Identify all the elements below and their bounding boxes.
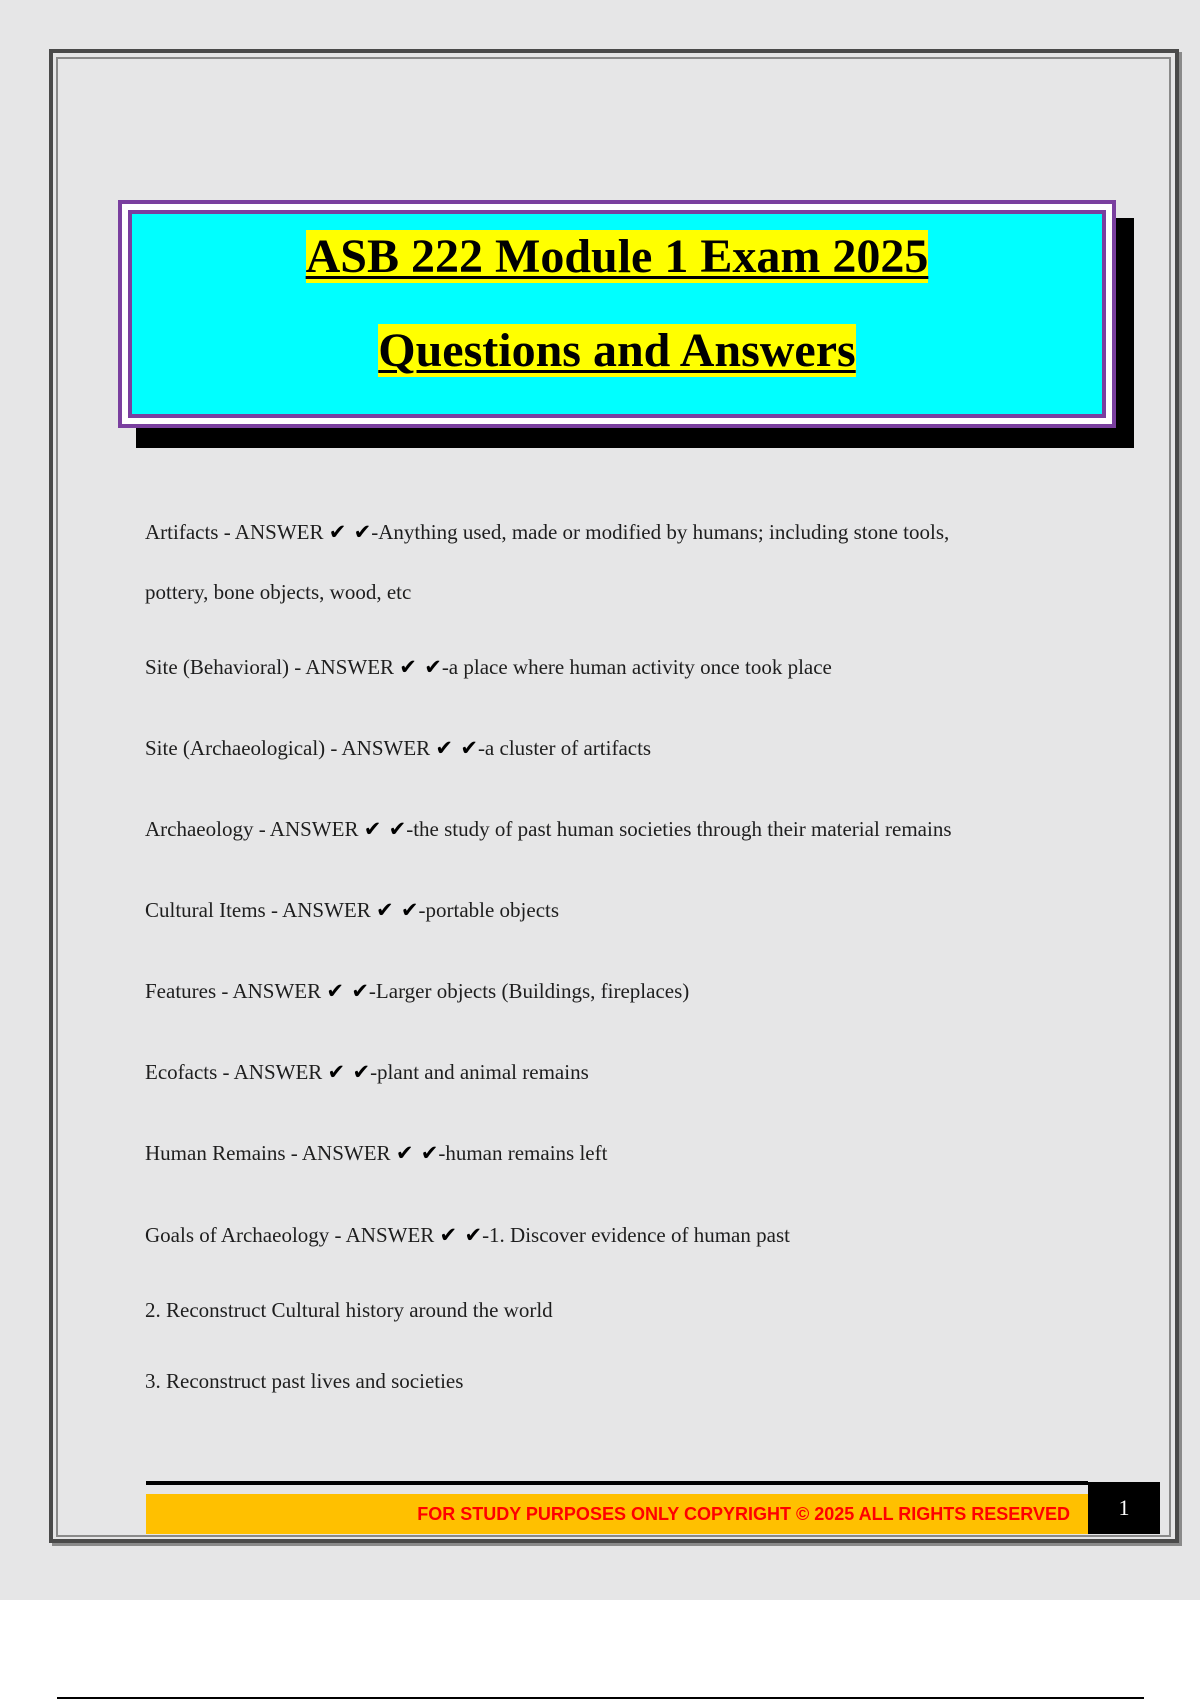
double-check-icon: ✔ ✔ xyxy=(395,1141,439,1165)
qa-definition: -a cluster of artifacts xyxy=(477,736,652,760)
double-check-icon: ✔ ✔ xyxy=(375,898,419,922)
title-line-1 xyxy=(132,228,1102,286)
double-check-icon: ✔ ✔ xyxy=(328,520,372,544)
qa-entry-artifacts xyxy=(145,520,949,545)
qa-entry-goals xyxy=(145,1223,790,1248)
double-check-icon: ✔ ✔ xyxy=(363,817,407,841)
page-number-box xyxy=(1088,1482,1160,1534)
qa-entry-site-behavioral xyxy=(145,655,832,680)
qa-definition: -plant and animal remains xyxy=(370,1060,589,1084)
qa-continuation-text: 3. Reconstruct past lives and societies xyxy=(145,1369,464,1393)
double-check-icon: ✔ ✔ xyxy=(435,736,478,760)
qa-continuation-text: pottery, bone objects, wood, etc xyxy=(145,580,412,604)
footer-rule xyxy=(146,1481,1088,1485)
qa-term: Features - ANSWER xyxy=(145,979,322,1003)
double-check-icon: ✔ ✔ xyxy=(326,979,369,1003)
qa-term: Site (Archaeological) - ANSWER xyxy=(145,736,431,760)
double-check-icon: ✔ ✔ xyxy=(327,1060,371,1084)
next-page-rule xyxy=(57,1697,1144,1699)
qa-definition: -Anything used, made or modified by humans; including stone tools, xyxy=(371,520,950,544)
double-check-icon: ✔ ✔ xyxy=(399,655,442,679)
qa-term: Ecofacts - ANSWER xyxy=(145,1060,323,1084)
qa-entry-site-archaeological xyxy=(145,736,651,761)
qa-definition: -human remains left xyxy=(438,1141,608,1165)
qa-term: Cultural Items - ANSWER xyxy=(145,898,371,922)
qa-term: Archaeology - ANSWER xyxy=(145,817,359,841)
qa-entry-ecofacts xyxy=(145,1060,589,1085)
qa-definition: -portable objects xyxy=(418,898,560,922)
footer-copyright: FOR STUDY PURPOSES ONLY COPYRIGHT © 2025 ALL RIGHTS RESERVED xyxy=(417,1504,1070,1524)
qa-definition: -1. Discover evidence of human past xyxy=(482,1223,790,1247)
qa-continuation xyxy=(145,580,411,605)
qa-definition: -Larger objects (Buildings, fireplaces) xyxy=(368,979,690,1003)
qa-term: Artifacts - ANSWER xyxy=(145,520,324,544)
title-box xyxy=(118,200,1116,428)
qa-entry-cultural-items xyxy=(145,898,559,923)
title-box-inner xyxy=(128,210,1106,418)
title-line-2 xyxy=(132,322,1102,380)
title-line-2-text: Questions and Answers xyxy=(378,324,856,377)
qa-continuation-text: 2. Reconstruct Cultural history around the world xyxy=(145,1298,553,1322)
qa-definition: -a place where human activity once took place xyxy=(441,655,832,679)
footer-bar xyxy=(146,1494,1088,1534)
qa-entry-human-remains xyxy=(145,1141,607,1166)
title-line-1-text: ASB 222 Module 1 Exam 2025 xyxy=(305,230,929,283)
qa-entry-features xyxy=(145,979,689,1004)
page-number: 1 xyxy=(1118,1495,1130,1520)
qa-entry-archaeology xyxy=(145,817,952,842)
qa-continuation xyxy=(145,1298,553,1323)
qa-definition: -the study of past human societies through their material remains xyxy=(406,817,952,841)
double-check-icon: ✔ ✔ xyxy=(439,1223,483,1247)
qa-term: Human Remains - ANSWER xyxy=(145,1141,391,1165)
qa-term: Goals of Archaeology - ANSWER xyxy=(145,1223,435,1247)
qa-continuation xyxy=(145,1369,463,1394)
qa-term: Site (Behavioral) - ANSWER xyxy=(145,655,395,679)
